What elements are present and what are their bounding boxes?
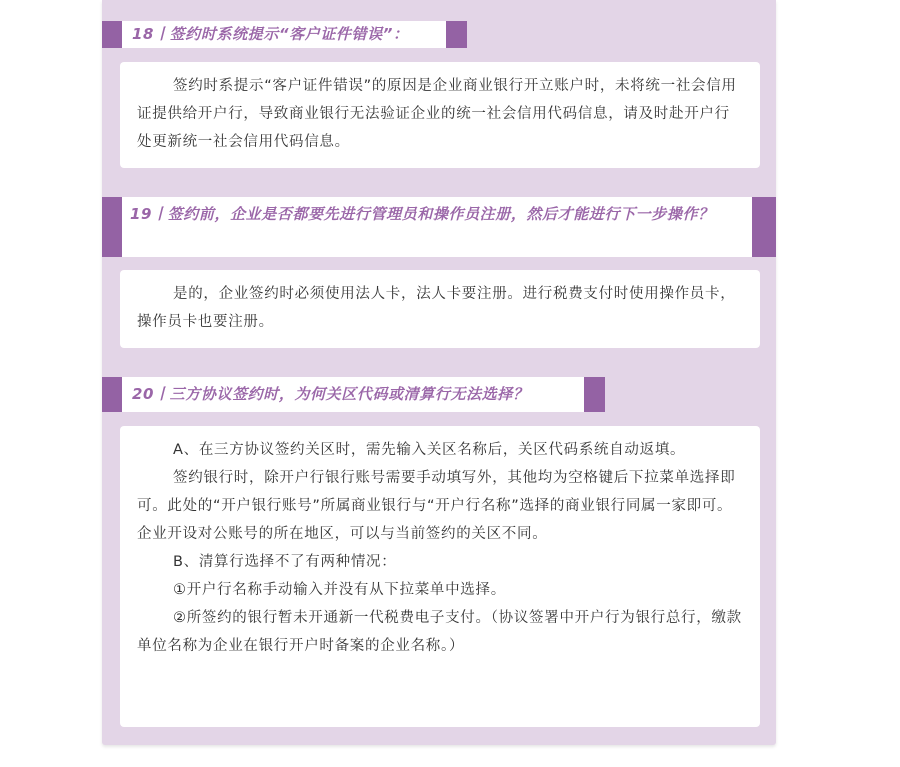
header-accent-left — [102, 21, 122, 48]
section-20-header — [102, 377, 605, 412]
section-20-paragraph-b: B、清算行选择不了有两种情况： — [173, 554, 397, 570]
header-accent-left — [102, 197, 122, 257]
section-20-paragraph-case-1: ①开户行名称手动输入并没有从下拉菜单中选择。 — [173, 582, 506, 598]
section-20-paragraph-bank: 签约银行时，除开户行银行账号需要手动填写外，其他均为空格键后下拉菜单选择即可。此处的“开户银行账号”所属商业银行与“开户行名称”选择的商业银行同属一家即可。 — [137, 470, 736, 514]
faq-panel — [102, 0, 776, 745]
section-20-paragraph-region: 企业开设对公账号的所在地区，可以与当前签约的关区不同。 — [137, 526, 548, 542]
section-18-card — [120, 62, 760, 168]
header-accent-right — [752, 197, 776, 257]
section-20-title: 20丨三方协议签约时，为何关区代码或清算行无法选择？ — [132, 385, 529, 403]
section-20-paragraph-a: A、在三方协议签约关区时，需先输入关区名称后，关区代码系统自动返填。 — [173, 442, 686, 458]
header-accent-right — [446, 21, 467, 48]
section-18-title: 18丨签约时系统提示“客户证件错误”： — [132, 25, 409, 43]
section-19-card — [120, 270, 760, 348]
section-19-title: 19丨签约前，企业是否都要先进行管理员和操作员注册，然后才能进行下一步操作？ — [130, 205, 714, 223]
section-18-header — [102, 21, 467, 48]
section-18-paragraph: 签约时系提示“客户证件错误”的原因是企业商业银行开立账户时，未将统一社会信用证提供给开户行，导致商业银行无法验证企业的统一社会信用代码信息，请及时赴开户行处更新统一社会信用代码信息。 — [137, 78, 737, 150]
header-accent-left — [102, 377, 122, 412]
section-19-header — [102, 197, 776, 257]
header-accent-right — [584, 377, 605, 412]
section-19-paragraph: 是的，企业签约时必须使用法人卡，法人卡要注册。进行税费支付时使用操作员卡，操作员卡也要注册。 — [137, 286, 736, 330]
section-20-card — [120, 426, 760, 727]
section-20-paragraph-case-2: ②所签约的银行暂未开通新一代税费电子支付。（协议签署中开户行为银行总行，缴款单位名称为企业在银行开户时备案的企业名称。） — [137, 610, 742, 654]
